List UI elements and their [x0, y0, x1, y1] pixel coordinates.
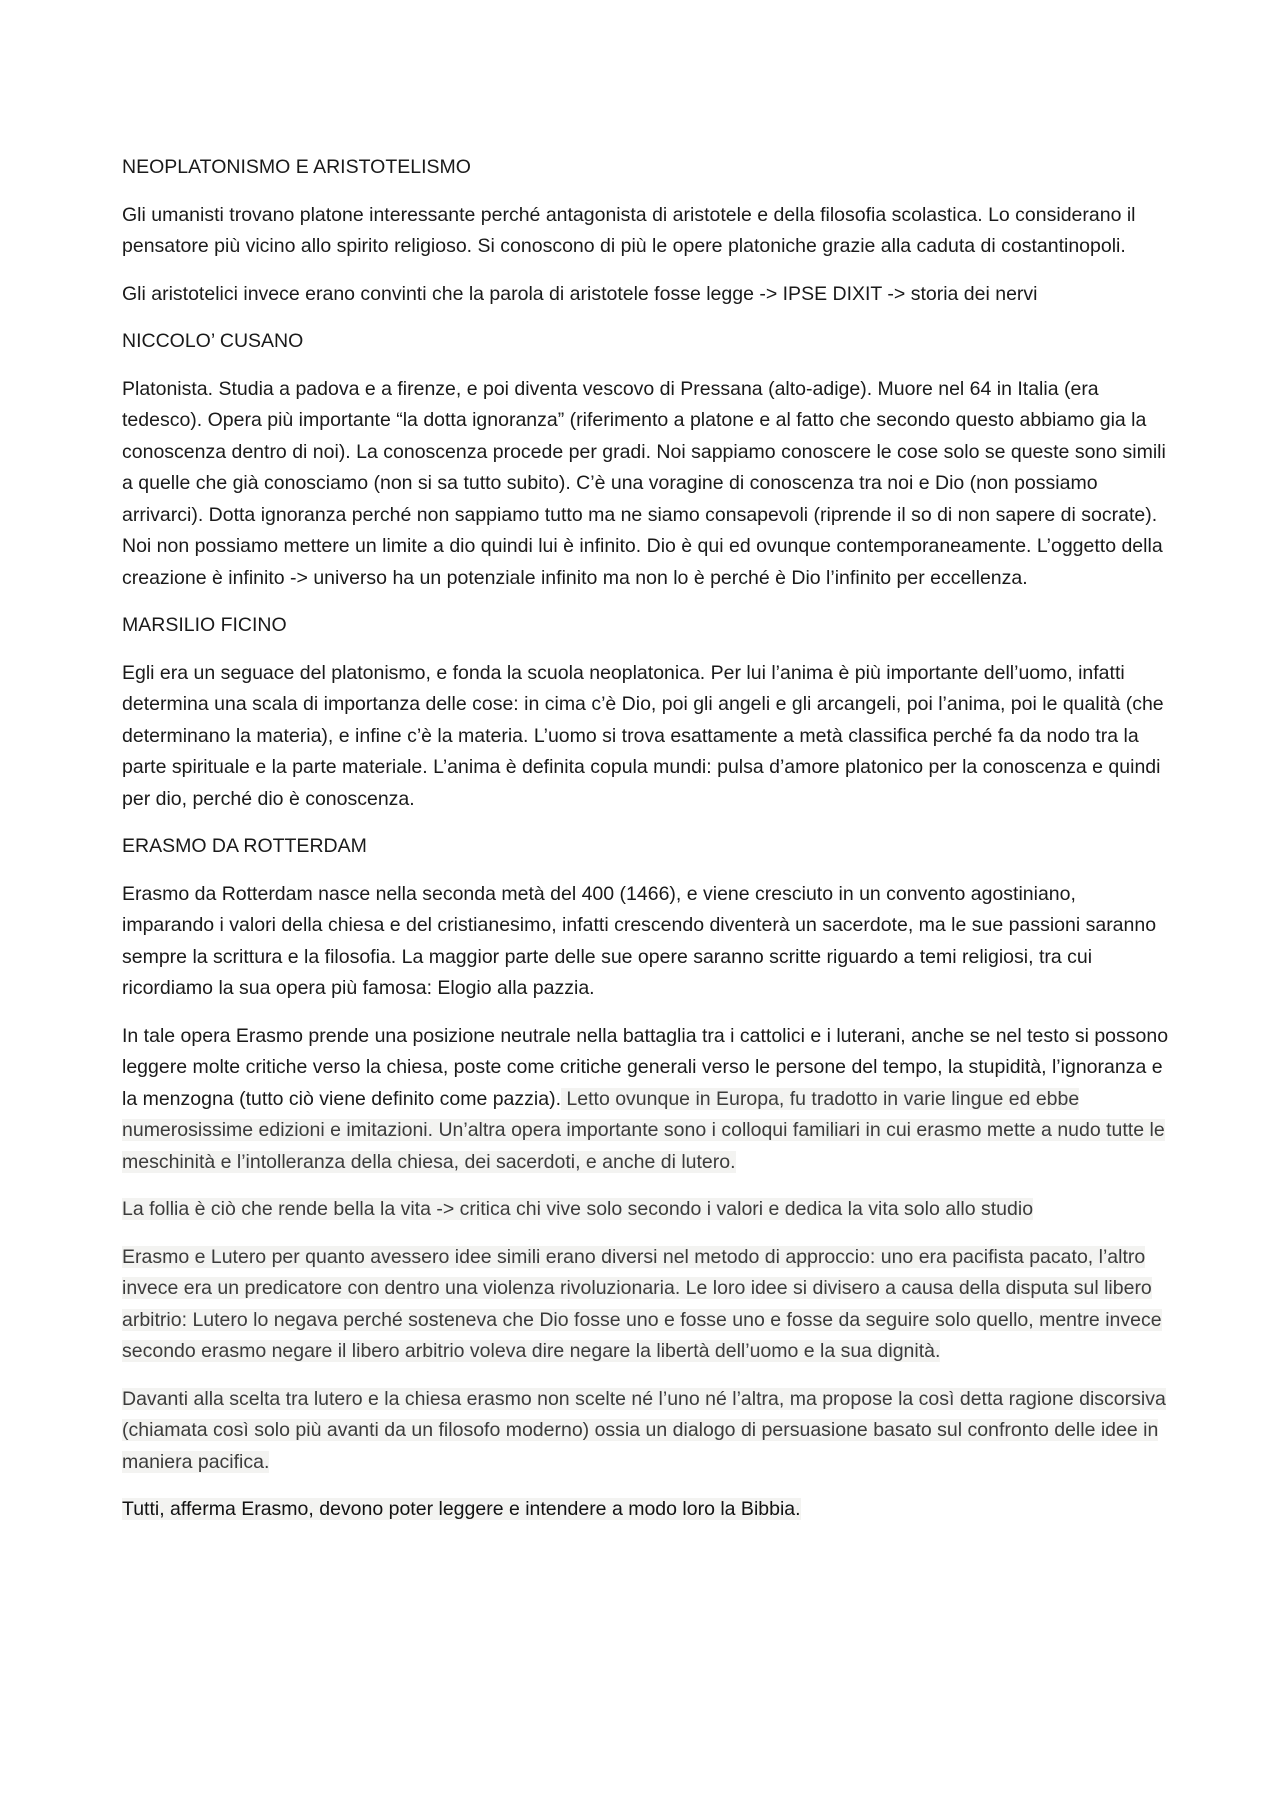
- paragraph-erasmo-6-highlighted: Tutti, afferma Erasmo, devono poter leggere e intendere a modo loro la Bibbia.: [122, 1498, 801, 1520]
- paragraph-erasmo-3-highlighted: La follia è ciò che rende bella la vita -> critica chi vive solo secondo i valori e dedica la vita solo allo studio: [122, 1198, 1034, 1220]
- paragraph-erasmo-3: [122, 1194, 1170, 1226]
- paragraph-cusano-1: Platonista. Studia a padova e a firenze, e poi diventa vescovo di Pressana (alto-adige). Muore nel 64 in Italia (era tedesco). Opera più importante “la dotta ignoranza” (riferimento a platone e al fatto che secondo questo abbiamo gia la conoscenza dentro di noi). La conoscenza procede per gradi. Noi sappiamo conoscere le cose solo se queste sono simili a quelle che già conosciamo (non si sa tutto subito). C’è una voragine di conoscenza tra noi e Dio (non possiamo arrivarci). Dotta ignoranza perché non sappiamo tutto ma ne siamo consapevoli (riprende il so di non sapere di socrate). Noi non possiamo mettere un limite a dio quindi lui è infinito. Dio è qui ed ovunque contemporaneamente. L’oggetto della creazione è infinito -> universo ha un potenziale infinito ma non lo è perché è Dio l’infinito per eccellenza.: [122, 377, 1166, 589]
- paragraph-neoplatonismo-1: Gli umanisti trovano platone interessante perché antagonista di aristotele e della filosofia scolastica. Lo considerano il pensatore più vicino allo spirito religioso. Si conoscono di più le opere platoniche grazie alla caduta di costantinopoli.: [122, 203, 1136, 257]
- paragraph-ficino-1: Egli era un seguace del platonismo, e fonda la scuola neoplatonica. Per lui l’anima è più importante dell’uomo, infatti determina una scala di importanza delle cose: in cima c’è Dio, poi gli angeli e gli arcangeli, poi l’anima, poi le qualità (che determinano la materia), e infine c’è la materia. L’uomo si trova esattamente a metà classifica perché fa da nodo tra la parte spirituale e la parte materiale. L’anima è definita copula mundi: pulsa d’amore platonico per la conoscenza e quindi per dio, perché dio è conoscenza.: [122, 661, 1164, 810]
- heading-erasmo: ERASMO DA ROTTERDAM: [122, 835, 367, 857]
- heading-cusano: NICCOLO’ CUSANO: [122, 330, 304, 352]
- document-body: [122, 152, 1170, 1542]
- paragraph-neoplatonismo-2: Gli aristotelici invece erano convinti che la parola di aristotele fosse legge -> IPSE DIXIT -> storia dei nervi: [122, 282, 1038, 305]
- paragraph-erasmo-4-highlighted: Erasmo e Lutero per quanto avessero idee simili erano diversi nel metodo di approccio: uno era pacifista pacato, l’altro invece era un predicatore con dentro una violenza rivoluzionaria. Le loro idee si divisero a causa della disputa sul libero arbitrio: Lutero lo negava perché sosteneva che Dio fosse uno e fosse uno e fosse da seguire solo quello, mentre invece secondo erasmo negare il libero arbitrio voleva dire negare la libertà dell’uomo e la sua dignità.: [122, 1245, 1162, 1362]
- paragraph-erasmo-5-highlighted: Davanti alla scelta tra lutero e la chiesa erasmo non scelte né l’uno né l’altra, ma propose la così detta ragione discorsiva (chiamata così solo più avanti da un filosofo moderno) ossia un dialogo di persuasione basato sul confronto delle idee in maniera pacifica.: [122, 1387, 1166, 1473]
- heading-ficino: MARSILIO FICINO: [122, 614, 287, 636]
- paragraph-erasmo-2-plain: In tale opera Erasmo prende una posizione neutrale nella battaglia tra i cattolici e i luterani, anche se nel testo si possono leggere molte critiche verso la chiesa, poste come critiche generali verso le persone del tempo, la stupidità, l’ignoranza e la menzogna (tutto ciò viene definito come pazzia).: [122, 1024, 1169, 1110]
- paragraph-erasmo-5: [122, 1384, 1170, 1479]
- paragraph-erasmo-2-highlighted: Letto ovunque in Europa, fu tradotto in varie lingue ed ebbe numerosissime edizioni e imitazioni. Un’altra opera importante sono i colloqui familiari in cui erasmo mette a nudo tutte le meschinità e l’intolleranza della chiesa, dei sacerdoti, e anche di lutero.: [122, 1087, 1165, 1173]
- paragraph-erasmo-4: [122, 1242, 1170, 1368]
- paragraph-erasmo-6: [122, 1494, 1170, 1526]
- paragraph-erasmo-2: [122, 1021, 1170, 1179]
- paragraph-erasmo-1: Erasmo da Rotterdam nasce nella seconda metà del 400 (1466), e viene cresciuto in un convento agostiniano, imparando i valori della chiesa e del cristianesimo, infatti crescendo diventerà un sacerdote, ma le sue passioni saranno sempre la scrittura e la filosofia. La maggior parte delle sue opere saranno scritte riguardo a temi religiosi, tra cui ricordiamo la sua opera più famosa: Elogio alla pazzia.: [122, 882, 1157, 999]
- heading-neoplatonismo: NEOPLATONISMO E ARISTOTELISMO: [122, 156, 471, 178]
